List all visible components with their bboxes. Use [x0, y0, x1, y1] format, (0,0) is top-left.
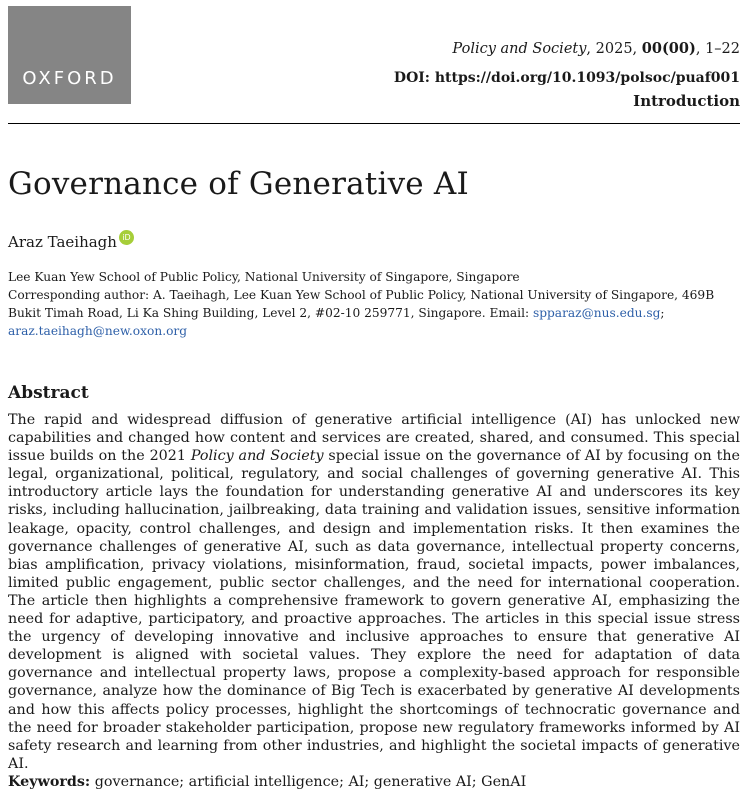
abstract-heading: Abstract: [8, 383, 89, 403]
abstract-body: [8, 411, 740, 773]
oxford-logo: [8, 6, 131, 104]
email-separator: ;: [660, 306, 665, 320]
journal-citation: Policy and Society, 2025, 00(00), 1–22: [452, 40, 740, 57]
abstract-part-1: The rapid and widespread diffusion of generative artificial intelligence (AI) has unlocked new capabilities and changed how content and services are created, shared, and consumed. This special issue builds on the 2021: [8, 412, 740, 465]
keywords-line: [8, 774, 526, 790]
keywords-text: governance; artificial intelligence; AI; generative AI; GenAI: [94, 774, 527, 790]
article-section: Introduction: [633, 92, 740, 110]
abstract-journal-italic: Policy and Society: [190, 448, 324, 465]
abstract-part-2: special issue on the governance of AI by focusing on the legal, organizational, political, regulatory, and social challenges of governing generative AI. This introductory article lays the foundation for understanding generative AI and underscores its key risks, including hallucination, jailbreaking, data training and validation issues, sensitive information leakage, opacity, control challenges, and design and implementation risks. It then examines the governance challenges of generative AI, such as data governance, intellectual property concerns, bias amplification, privacy violations, misinformation, fraud, societal impacts, power imbalances, limited public engagement, public sector challenges, and the need for international cooperation. The article then highlights a comprehensive framework to govern generative AI, emphasizing the need for adaptive, participatory, and proactive approaches. The articles in this special issue stress the urgency of developing innovative and inclusive approaches to ensure that generative AI development is aligned with societal values. They explore the need for adaptation of data governance and intellectual property laws, propose a complexity-based approach for responsible governance, analyze how the dominance of Big Tech is exacerbated by generative AI developments and how this affects policy processes, highlight the shortcomings of technocratic governance and the need for broader stakeholder participation, propose new regulatory frameworks informed by AI safety research and learning from other industries, and highlight the societal impacts of generative AI.: [8, 448, 741, 772]
journal-volume: 00(00): [641, 40, 696, 57]
email-link-2[interactable]: araz.taeihagh@new.oxon.org: [8, 324, 188, 338]
affiliation-block: [8, 268, 743, 340]
doi-link[interactable]: https://doi.org/10.1093/polsoc/puaf001: [434, 70, 740, 86]
journal-year: 2025: [595, 41, 633, 57]
correspondence: [8, 286, 743, 340]
doi-label: DOI:: [393, 70, 430, 86]
orcid-icon[interactable]: iD: [119, 230, 134, 245]
doi-line: [394, 70, 740, 86]
author-name[interactable]: Araz Taeihagh: [8, 233, 117, 251]
email-link-1[interactable]: spparaz@nus.edu.sg: [532, 306, 661, 320]
article-title: Governance of Generative AI: [8, 166, 469, 202]
journal-name: Policy and Society: [452, 41, 587, 57]
journal-pages: 1–22: [705, 41, 740, 57]
correspondence-text: Corresponding author: A. Taeihagh, Lee Kuan Yew School of Public Policy, National University of Singapore, 469B Bukit Timah Road, Li Ka Shing Building, Level 2, #02-10 259771, Singapore. Email:: [8, 288, 715, 320]
header-divider: [8, 123, 740, 124]
affiliation: Lee Kuan Yew School of Public Policy, National University of Singapore, Singapore: [8, 270, 520, 284]
author-line: [8, 233, 134, 251]
keywords-label: Keywords:: [8, 774, 91, 790]
logo-text: OXFORD: [22, 68, 117, 89]
